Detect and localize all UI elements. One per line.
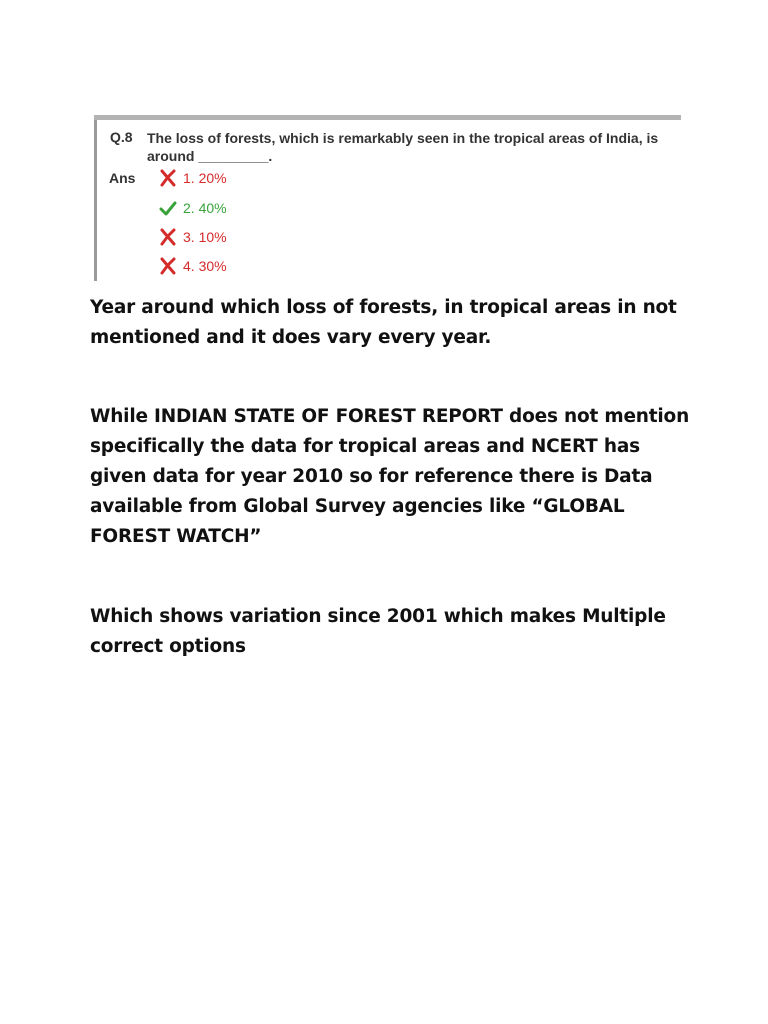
option-2 (159, 198, 227, 218)
question-number: Q.8 (110, 129, 133, 145)
question-card (94, 115, 678, 281)
green-check-icon (159, 199, 177, 217)
red-cross-icon (159, 257, 177, 275)
paragraph-variation-note: Which shows variation since 2001 which makes Multiple correct options (90, 606, 666, 657)
option-label: 4. 30% (183, 258, 227, 274)
question-text: The loss of forests, which is remarkably seen in the tropical areas of India, is around _________. (147, 130, 659, 164)
option-1 (159, 168, 227, 188)
option-4 (159, 256, 227, 276)
red-cross-icon (159, 228, 177, 246)
paragraph-report-note: While INDIAN STATE OF FOREST REPORT does not mention specifically the data for tropical areas and NCERT has given data for year 2010 so for reference there is Data available from Global Survey agencies like “GLOBAL FOREST WATCH” (90, 406, 690, 547)
option-label: 3. 10% (183, 229, 227, 245)
card-top-rule (94, 115, 681, 120)
red-cross-icon (159, 169, 177, 187)
paragraph-year-note: Year around which loss of forests, in tropical areas in not mentioned and it does vary every year. (90, 297, 677, 348)
option-3 (159, 227, 227, 247)
option-label: 1. 20% (183, 170, 227, 186)
answer-label: Ans (109, 170, 136, 186)
option-label: 2. 40% (183, 200, 227, 216)
